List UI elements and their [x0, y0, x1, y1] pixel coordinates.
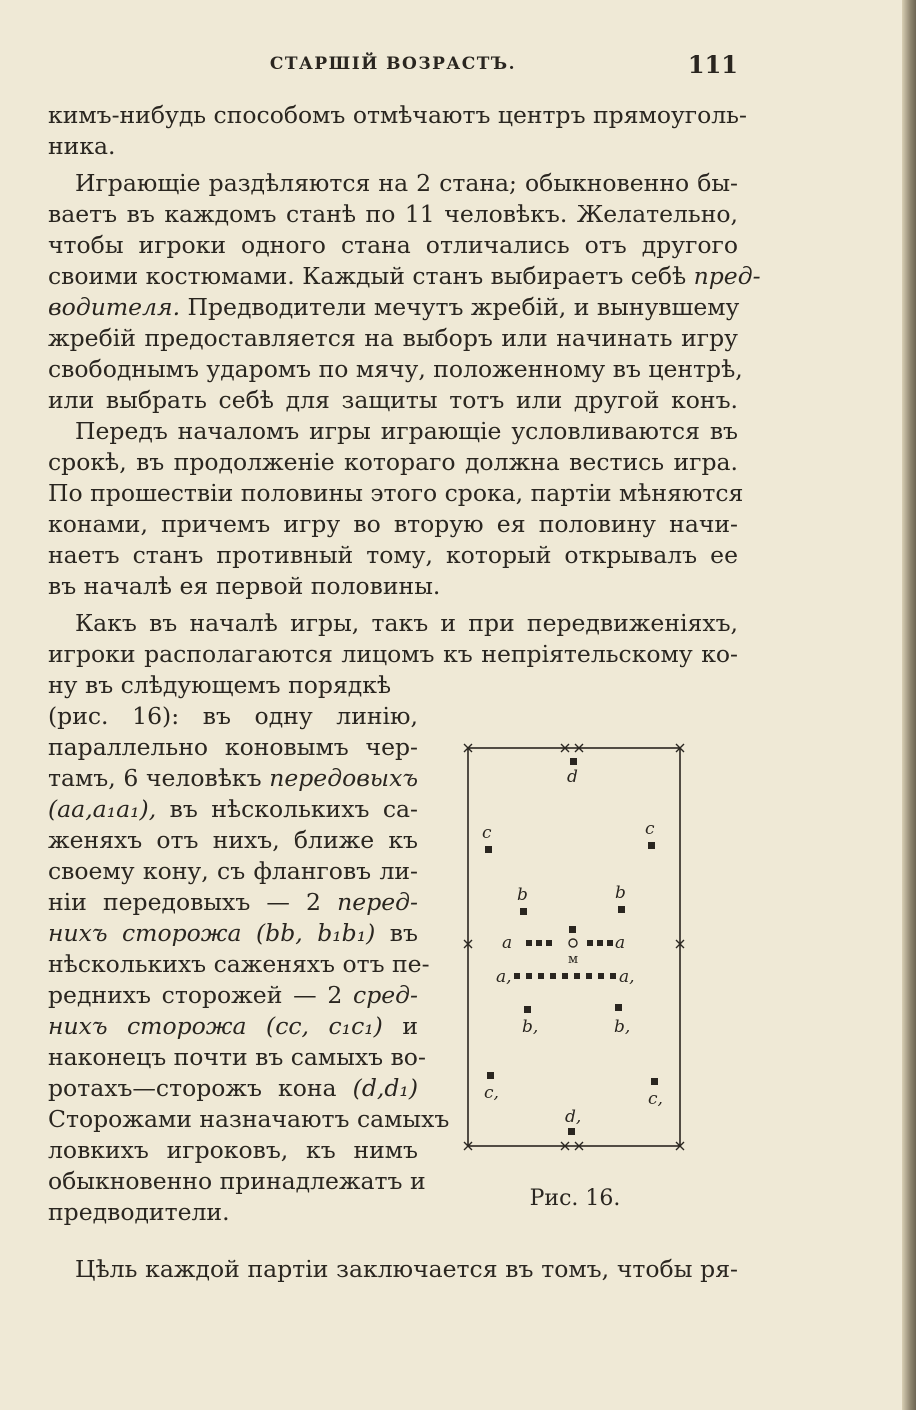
italic-term: нихъ сторожа: [48, 1012, 247, 1040]
page-header: [48, 50, 738, 80]
player-c: [485, 846, 492, 853]
label-a: a: [502, 933, 513, 953]
paragraph-3: [48, 416, 744, 602]
label-a1: a,: [619, 967, 635, 987]
text-line: наетъ станъ противный тому, который открывалъ ее: [48, 541, 738, 569]
label-b: b: [615, 883, 626, 903]
player-b: [520, 908, 527, 915]
text-line: параллельно коновымъ чер-: [48, 733, 418, 761]
text-line: тамъ, 6 человѣкъ передовыхъ: [48, 764, 418, 792]
player-a: [607, 940, 613, 946]
text-line: Какъ въ началѣ игры, такъ и при передвиженіяхъ,: [75, 609, 738, 637]
player-a1: [538, 973, 544, 979]
text-line: предводители.: [48, 1198, 230, 1226]
ball-center: [569, 939, 577, 947]
label-b1: b,: [522, 1017, 539, 1037]
text-line: По прошествіи половины этого срока, партіи мѣняются: [48, 479, 744, 507]
player-c: [648, 842, 655, 849]
text-line: жребій предоставляется на выборъ или начинать игру: [48, 324, 738, 352]
italic-term: (bb, b₁b₁): [256, 919, 376, 947]
player-a1: [562, 973, 568, 979]
label-c: c: [482, 823, 492, 843]
figure-16-field-diagram: [462, 736, 688, 1168]
field-diagram-svg: [462, 736, 688, 1168]
text-line: игроки располагаются лицомъ къ непріятельскому ко-: [48, 640, 738, 668]
player-c1: [651, 1078, 658, 1085]
text-line: своими костюмами. Каждый станъ выбираетъ себѣ пред-: [48, 262, 761, 290]
text-line: водителя. Предводители мечутъ жребій, и вынувшему: [48, 293, 740, 321]
text-line: своему кону, съ фланговъ ли-: [48, 857, 418, 885]
running-head: СТАРШІЙ ВОЗРАСТЪ.: [269, 54, 517, 74]
player-b1: [524, 1006, 531, 1013]
label-d: d: [567, 767, 578, 787]
label-b: b: [517, 885, 528, 905]
label-b1: b,: [614, 1017, 631, 1037]
player-c1: [487, 1072, 494, 1079]
player-a1: [598, 973, 604, 979]
player-b1: [615, 1004, 622, 1011]
paragraph-1: [48, 100, 747, 162]
text-line: или выбрать себѣ для защиты тотъ или другой конъ.: [48, 386, 738, 414]
page-edge: [902, 0, 916, 1410]
player-a1: [574, 973, 580, 979]
label-d1: d,: [565, 1107, 582, 1127]
text-line: нѣсколькихъ саженяхъ отъ пе-: [48, 950, 430, 978]
text-line: нихъ сторожа (bb, b₁b₁) въ: [48, 919, 418, 947]
label-c1: c,: [648, 1089, 663, 1109]
page-number: 111: [687, 50, 738, 79]
label-c: c: [645, 819, 655, 839]
italic-term: пред-: [693, 262, 761, 290]
text-line: реднихъ сторожей — 2 сред-: [48, 981, 418, 1009]
text-line: ловкихъ игроковъ, къ нимъ: [48, 1136, 418, 1164]
player-a1: [550, 973, 556, 979]
text-line: обыкновенно принадлежатъ и: [48, 1167, 426, 1195]
player-d1: [568, 1128, 575, 1135]
text-line: (рис. 16): въ одну линію,: [48, 702, 418, 730]
text-line: конами, причемъ игру во вторую ея половину начи-: [48, 510, 738, 538]
text-line: чтобы игроки одного стана отличались отъ другого: [48, 231, 738, 259]
text-line: (aa,a₁a₁), въ нѣсколькихъ са-: [48, 795, 418, 823]
label-m: м: [568, 952, 579, 967]
text-line: Цѣль каждой партіи заключается въ томъ, чтобы ря-: [75, 1255, 738, 1283]
text-line: нихъ сторожа (cc, c₁c₁) и: [48, 1012, 418, 1040]
text-line: ніи передовыхъ — 2 перед-: [48, 888, 418, 916]
label-c1: c,: [484, 1083, 499, 1103]
text-line: Играющіе раздѣляются на 2 стана; обыкновенно бы-: [75, 169, 738, 197]
player-a1: [610, 973, 616, 979]
italic-term: передовыхъ: [269, 764, 418, 792]
text-line: ника.: [48, 132, 116, 160]
text-line: ротахъ—сторожъ кона (d,d₁): [48, 1074, 418, 1102]
text-line: свободнымъ ударомъ по мячу, положенному въ центрѣ,: [48, 355, 743, 383]
italic-term: нихъ сторожа: [48, 919, 242, 947]
italic-term: (cc, c₁c₁): [266, 1012, 383, 1040]
player-a: [587, 940, 593, 946]
text-line: Передъ началомъ игры играющіе условливаются въ: [75, 417, 738, 445]
player-a: [546, 940, 552, 946]
player-m-marker: [569, 926, 576, 933]
text-line: ваетъ въ каждомъ станѣ по 11 человѣкъ. Желательно,: [48, 200, 738, 228]
player-a1: [586, 973, 592, 979]
text-line: женяхъ отъ нихъ, ближе къ: [48, 826, 418, 854]
italic-term: водителя.: [48, 293, 181, 321]
text-line: ну въ слѣдующемъ порядкѣ: [48, 671, 392, 699]
italic-term: (d,d₁): [352, 1074, 418, 1102]
player-a: [536, 940, 542, 946]
player-a: [597, 940, 603, 946]
player-a1: [526, 973, 532, 979]
figure-caption: Рис. 16.: [529, 1186, 621, 1211]
paragraph-2: [48, 168, 761, 416]
italic-term: сред-: [353, 981, 418, 1009]
text-line: Сторожами назначаютъ самыхъ: [48, 1105, 450, 1133]
italic-term: (aa,a₁a₁),: [48, 795, 157, 823]
player-b: [618, 906, 625, 913]
text-line: срокѣ, въ продолженіе котораго должна вестись игра.: [48, 448, 738, 476]
player-a1: [514, 973, 520, 979]
text-line: кимъ-нибудь способомъ отмѣчаютъ центръ прямоуголь-: [48, 101, 747, 129]
text-line: наконецъ почти въ самыхъ во-: [48, 1043, 426, 1071]
label-a: a: [615, 933, 626, 953]
player-a: [526, 940, 532, 946]
italic-term: перед-: [337, 888, 418, 916]
label-a1: a,: [496, 967, 512, 987]
paragraph-5: [48, 1254, 738, 1285]
player-d: [570, 758, 577, 765]
text-line: въ началѣ ея первой половины.: [48, 572, 441, 600]
